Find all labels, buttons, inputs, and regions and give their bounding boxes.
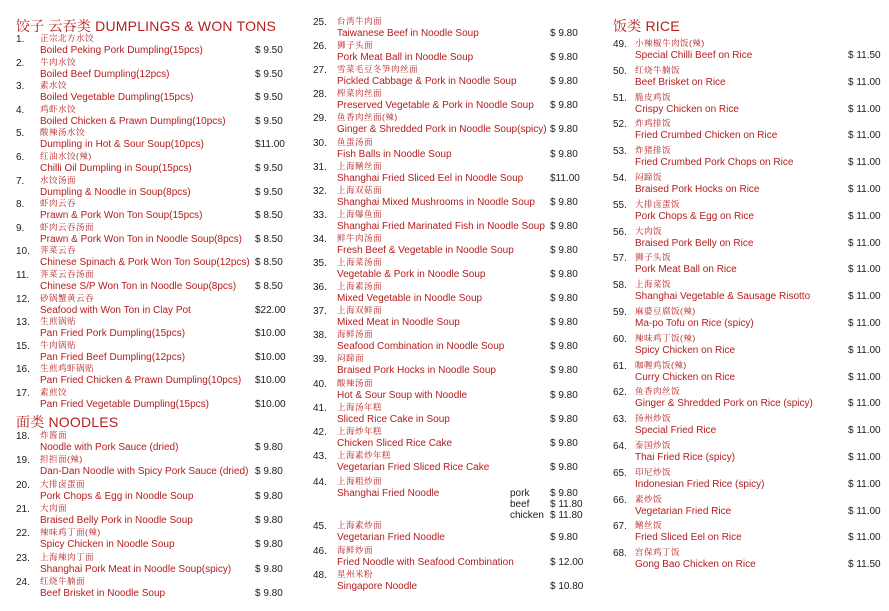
item-price: $10.00 <box>255 399 286 410</box>
item-chinese-name: 红烧牛腩面 <box>40 575 86 586</box>
item-chinese-name: 麻婆豆腐饭(辣) <box>635 306 696 316</box>
item-english-name: Special Chilli Beef on Rice <box>635 50 753 61</box>
item-number: 36. <box>313 282 327 294</box>
item-price: $ 11.00 <box>848 452 881 463</box>
item-english-name: Dumpling & Noodle in Soup(8pcs) <box>40 186 191 198</box>
item-number: 44. <box>313 477 327 488</box>
item-number: 29. <box>313 113 327 125</box>
item-number: 3. <box>16 81 25 93</box>
item-english-name: Boiled Peking Pork Dumpling(15pcs) <box>40 45 203 56</box>
item-chinese-name: 红烧牛腩饭 <box>635 64 681 75</box>
item-price: $ 9.80 <box>550 124 578 136</box>
item-english-name: Pan Fried Vegetable Dumpling(15pcs) <box>40 399 209 410</box>
item-chinese-name: 水饺汤面 <box>40 174 77 185</box>
item-number: 42. <box>313 426 327 438</box>
item-number: 40. <box>313 378 327 390</box>
item-chinese-name: 砂锅蟹黄云吞 <box>40 292 95 303</box>
item-number: 35. <box>313 258 327 269</box>
item-english-name: Sliced Rice Cake in Soup <box>337 413 450 425</box>
item-number: 5. <box>16 128 25 140</box>
item-price: $ 9.50 <box>255 45 283 56</box>
item-price: $ 9.50 <box>255 92 283 104</box>
item-chinese-name: 上海菜饭 <box>635 279 672 290</box>
item-chinese-name: 泰国炒饭 <box>635 440 672 450</box>
item-chinese-name: 上海粗炒面 <box>337 476 383 486</box>
item-english-name: Special Fried Rice <box>635 425 717 437</box>
item-price: $ 11.00 <box>848 505 881 517</box>
item-chinese-name: 雪菜毛豆冬笋肉丝面 <box>337 64 419 75</box>
item-chinese-name: 辣味鸡丁饭(辣) <box>635 332 696 343</box>
variant-pork-label: pork <box>510 488 530 499</box>
item-price: $ 9.80 <box>550 293 578 305</box>
item-number: 46. <box>313 545 327 557</box>
item-price: $ 9.80 <box>550 269 578 280</box>
item-number: 66. <box>613 494 627 506</box>
item-chinese-name: 炸酱面 <box>40 430 68 440</box>
item-chinese-name: 狮子头饭 <box>635 252 672 263</box>
item-price: $ 9.80 <box>255 466 283 478</box>
item-english-name: Vegetable & Pork in Noodle Soup <box>337 269 486 280</box>
item-english-name: Shanghai Mixed Mushrooms in Noodle Soup <box>337 196 535 208</box>
item-chinese-name: 上海辣肉丁面 <box>40 551 95 562</box>
item-number: 17. <box>16 388 30 399</box>
item-number: 2. <box>16 57 25 69</box>
item-price: $ 9.80 <box>255 587 283 599</box>
item-price: $ 11.50 <box>848 50 881 61</box>
item-english-name: Braised Pork Belly on Rice <box>635 237 754 249</box>
item-english-name: Seafood with Won Ton in Clay Pot <box>40 304 191 316</box>
item-english-name: Pork Chops & Egg on Rice <box>635 210 754 222</box>
item-english-name: Prawn & Pork Won Ton in Noodle Soup(8pcs) <box>40 233 242 245</box>
item-price: $ 11.00 <box>848 76 881 88</box>
item-english-name: Chilli Oil Dumpling in Soup(15pcs) <box>40 163 192 174</box>
item-chinese-name: 酸辣汤水饺 <box>40 127 86 138</box>
item-price: $ 11.00 <box>848 103 881 115</box>
item-chinese-name: 扬州炒饭 <box>635 413 672 424</box>
item-number: 38. <box>313 330 327 342</box>
item-number: 9. <box>16 222 25 234</box>
item-english-name: Hot & Sour Soup with Noodle <box>337 389 468 401</box>
item-english-name: Pork Meat Ball on Rice <box>635 264 737 276</box>
item-chinese-name: 担担面(辣) <box>40 454 83 465</box>
item-number: 25. <box>313 17 327 28</box>
item-english-name: Spicy Chicken in Noodle Soup <box>40 539 175 551</box>
item-price: $ 11.00 <box>848 344 881 356</box>
item-english-name: Mixed Meat in Noodle Soup <box>337 317 460 329</box>
item-english-name: Fried Sliced Eel on Rice <box>635 532 742 544</box>
item-chinese-name: 闷蹄面 <box>337 353 365 364</box>
item-english-name: Noodle with Pork Sauce (dried) <box>40 442 179 453</box>
item-number: 26. <box>313 41 327 53</box>
item-price: $ 11.00 <box>848 237 881 249</box>
item-chinese-name: 鲜牛肉汤面 <box>337 232 383 243</box>
item-number: 68. <box>613 548 627 560</box>
item-english-name: Vegetarian Fried Rice <box>635 505 732 517</box>
item-price: $ 9.80 <box>550 461 578 473</box>
item-chinese-name: 酸辣汤面 <box>337 377 374 388</box>
item-price: $ 11.00 <box>848 264 881 276</box>
dumplings-section-title: 饺子 云吞类 DUMPLINGS & WON TONS <box>16 18 277 34</box>
item-number: 10. <box>16 246 30 258</box>
item-english-name: Beef Brisket in Noodle Soup <box>40 587 166 599</box>
item-english-name: Ma-po Tofu on Rice (spicy) <box>635 318 754 329</box>
item-chinese-name: 咖喱鸡饭(辣) <box>635 359 687 370</box>
item-number: 34. <box>313 233 327 245</box>
item-chinese-name: 虾肉云吞汤面 <box>40 221 95 232</box>
item-number: 54. <box>613 173 627 184</box>
item-price: $ 10.80 <box>550 581 584 592</box>
item-price: $ 9.80 <box>255 514 283 526</box>
item-chinese-name: 上海双鲜面 <box>337 305 383 316</box>
item-chinese-name: 鱼香肉丝面(辣) <box>337 112 398 123</box>
item-number: 28. <box>313 89 327 101</box>
item-number: 1. <box>16 34 25 45</box>
item-english-name: Beef Brisket on Rice <box>635 76 726 88</box>
item-price: $ 9.80 <box>550 437 578 449</box>
variant-chicken-price: $ 11.80 <box>550 510 583 521</box>
item-number: 31. <box>313 161 327 173</box>
variant-beef-label: beef <box>510 499 530 510</box>
item-chinese-name: 大排卤蛋饭 <box>635 198 681 209</box>
item-chinese-name: 炸鸡排饭 <box>635 118 672 129</box>
item-price: $ 11.00 <box>848 130 881 142</box>
item-number: 32. <box>313 185 327 197</box>
item-english-name: Dan-Dan Noodle with Spicy Pork Sauce (dried) <box>40 466 249 478</box>
item-number: 18. <box>16 431 30 442</box>
item-english-name: Pan Fried Pork Dumpling(15pcs) <box>40 328 186 340</box>
item-price: $ 8.50 <box>255 210 283 222</box>
variant-chicken-label: chicken <box>510 510 544 521</box>
item-english-name: Fried Crumbed Chicken on Rice <box>635 130 778 142</box>
item-number: 33. <box>313 209 327 221</box>
item-number: 55. <box>613 199 627 211</box>
item-chinese-name: 生煎锅贴 <box>40 316 77 327</box>
item-price: $ 11.00 <box>848 157 881 169</box>
item-number: 53. <box>613 146 627 158</box>
item-english-name: Braised Pork Hocks on Rice <box>635 184 760 195</box>
item-english-name: Pan Fried Chicken & Prawn Dumpling(10pcs) <box>40 375 242 387</box>
item-price: $ 9.80 <box>255 442 283 453</box>
item-chinese-name: 素水饺 <box>40 80 68 91</box>
item-english-name: Taiwanese Beef in Noodle Soup <box>337 28 479 39</box>
item-chinese-name: 榨菜肉丝面 <box>337 88 383 99</box>
item-price: $ 9.80 <box>550 365 578 377</box>
item-price: $ 9.80 <box>550 52 578 64</box>
item-chinese-name: 炸猪排饭 <box>635 145 672 156</box>
item-number: 4. <box>16 104 25 116</box>
item-english-name: Crispy Chicken on Rice <box>635 103 739 115</box>
item-chinese-name: 上海爆鱼面 <box>337 208 383 219</box>
item-number: 57. <box>613 253 627 265</box>
item-english-name: Dumpling in Hot & Sour Soup(10pcs) <box>40 139 204 151</box>
item-chinese-name: 海鲜汤面 <box>337 329 374 340</box>
item-chinese-name: 宫保鸡丁饭 <box>635 547 681 558</box>
item-number: 6. <box>16 152 25 163</box>
item-number: 27. <box>313 65 327 77</box>
item-chinese-name: 大肉面 <box>40 502 68 513</box>
item-number: 48. <box>313 570 327 581</box>
item-price: $ 11.00 <box>848 478 881 490</box>
item-price: $ 11.00 <box>848 532 881 544</box>
item-chinese-name: 上海汤年糕 <box>337 401 383 412</box>
item-chinese-name: 脆皮鸡饭 <box>635 91 672 102</box>
item-number: 41. <box>313 402 327 414</box>
item-price: $ 8.50 <box>255 257 283 269</box>
item-english-name: Prawn & Pork Won Ton Soup(15pcs) <box>40 210 203 222</box>
item-english-name: Fried Crumbed Pork Chops on Rice <box>635 157 794 169</box>
item-price: $10.00 <box>255 351 286 363</box>
item-number: 20. <box>16 479 30 491</box>
item-price: $ 9.50 <box>255 163 283 174</box>
item-chinese-name: 上海菜汤面 <box>337 257 383 267</box>
item-english-name: Boiled Beef Dumpling(12pcs) <box>40 68 170 80</box>
item-price: $ 9.50 <box>255 68 283 80</box>
item-price: $ 9.80 <box>550 341 578 353</box>
variant-beef-price: $ 11.80 <box>550 499 583 510</box>
item-number: 21. <box>16 503 30 515</box>
item-number: 60. <box>613 333 627 345</box>
item-chinese-name: 鱼香肉丝饭 <box>635 386 681 397</box>
item-english-name: Shanghai Fried Sliced Eel in Noodle Soup <box>337 172 524 184</box>
item-number: 58. <box>613 280 627 292</box>
item-english-name: Pan Fried Beef Dumpling(12pcs) <box>40 351 186 363</box>
item-price: $10.00 <box>255 328 286 340</box>
item-chinese-name: 印尼炒饭 <box>635 466 672 477</box>
item-chinese-name: 大排卤蛋面 <box>40 478 86 489</box>
item-english-name: Boiled Vegetable Dumpling(15pcs) <box>40 92 194 104</box>
item-english-name: Thai Fried Rice (spicy) <box>635 452 736 463</box>
item-chinese-name: 虾肉云吞 <box>40 198 77 209</box>
item-price: $22.00 <box>255 304 286 316</box>
item-chinese-name: 荠菜云吞汤面 <box>40 269 95 279</box>
item-number: 37. <box>313 306 327 318</box>
item-english-name: Fresh Beef & Vegetable in Noodle Soup <box>337 244 514 256</box>
item-english-name: Chinese Spinach & Pork Won Ton Soup(12pcs) <box>40 257 250 269</box>
item-chinese-name: 正宗北方水饺 <box>40 33 95 43</box>
item-price: $ 12.00 <box>550 556 584 568</box>
item-chinese-name: 红油水饺(辣) <box>40 151 92 161</box>
item-english-name: Spicy Chicken on Rice <box>635 344 736 356</box>
item-chinese-name: 素炒饭 <box>635 493 663 504</box>
item-price: $10.00 <box>255 375 286 387</box>
item-chinese-name: 上海素炒年糕 <box>337 449 392 460</box>
item-price: $11.00 <box>550 172 580 184</box>
item-chinese-name: 闷蹄饭 <box>635 172 663 182</box>
item-english-name: Ginger & Shredded Pork on Rice (spicy) <box>635 398 813 410</box>
item-number: 63. <box>613 414 627 426</box>
item-price: $ 9.80 <box>550 532 578 543</box>
item-number: 49. <box>613 39 627 50</box>
item-chinese-name: 鸡虾水饺 <box>40 103 77 114</box>
item-english-name: Mixed Vegetable in Noodle Soup <box>337 293 483 305</box>
item-english-name: Fried Noodle with Seafood Combination <box>337 556 514 568</box>
item-price: $ 9.80 <box>550 100 578 112</box>
item-english-name: Shanghai Fried Noodle <box>337 488 440 499</box>
item-english-name: Braised Pork Hocks in Noodle Soup <box>337 365 496 377</box>
item-number: 45. <box>313 521 327 532</box>
item-number: 22. <box>16 528 30 540</box>
variant-pork-price: $ 9.80 <box>550 488 578 499</box>
item-chinese-name: 海鲜炒面 <box>337 544 374 555</box>
item-chinese-name: 牛肉锅贴 <box>40 339 77 350</box>
item-english-name: Vegetarian Fried Sliced Rice Cake <box>337 461 490 473</box>
item-english-name: Fish Balls in Noodle Soup <box>337 148 452 160</box>
item-price: $ 11.00 <box>848 318 881 329</box>
item-english-name: Singapore Noodle <box>337 581 418 592</box>
item-chinese-name: 上海炒年糕 <box>337 425 383 436</box>
item-price: $ 9.80 <box>550 196 578 208</box>
item-chinese-name: 素煎饺 <box>40 387 68 397</box>
item-number: 65. <box>613 467 627 479</box>
item-english-name: Ginger & Shredded Pork in Noodle Soup(spicy) <box>337 124 547 136</box>
item-price: $ 9.80 <box>550 28 578 39</box>
item-price: $ 9.80 <box>255 490 283 502</box>
item-price: $ 9.80 <box>550 220 578 232</box>
item-chinese-name: 荠菜云吞 <box>40 245 77 256</box>
item-english-name: Seafood Combination in Noodle Soup <box>337 341 505 353</box>
item-chinese-name: 牛肉水饺 <box>40 56 77 67</box>
item-english-name: Shanghai Fried Marinated Fish in Noodle Soup <box>337 220 545 232</box>
rice-section-title: 饭类 RICE <box>613 18 680 34</box>
item-number: 51. <box>613 92 627 104</box>
item-chinese-name: 鱼蛋汤面 <box>337 136 374 147</box>
item-price: $ 11.00 <box>848 425 881 437</box>
item-number: 50. <box>613 65 627 77</box>
item-chinese-name: 上海素炒面 <box>337 520 383 530</box>
item-english-name: Pork Meat Ball in Noodle Soup <box>337 52 474 64</box>
item-chinese-name: 小辣椒牛肉饭(辣) <box>635 38 705 48</box>
item-price: $ 11.00 <box>848 184 881 195</box>
item-english-name: Pickled Cabbage & Pork in Noodle Soup <box>337 76 517 88</box>
item-price: $11.00 <box>255 139 285 151</box>
item-english-name: Boiled Chicken & Prawn Dumpling(10pcs) <box>40 115 226 127</box>
item-price: $ 8.50 <box>255 233 283 245</box>
item-price: $ 11.00 <box>848 371 881 383</box>
noodles-section-title: 面类 NOODLES <box>16 414 119 430</box>
item-price: $ 9.50 <box>255 186 283 198</box>
item-number: 24. <box>16 576 30 588</box>
item-number: 52. <box>613 119 627 131</box>
item-price: $ 11.00 <box>848 398 881 410</box>
item-number: 59. <box>613 307 627 318</box>
item-english-name: Shanghai Vegetable & Sausage Risotto <box>635 291 811 303</box>
item-price: $ 11.50 <box>848 559 881 571</box>
item-number: 13. <box>16 317 30 329</box>
item-number: 67. <box>613 521 627 533</box>
item-english-name: Pork Chops & Egg in Noodle Soup <box>40 490 194 502</box>
item-number: 64. <box>613 441 627 452</box>
item-chinese-name: 大肉饭 <box>635 225 663 236</box>
item-english-name: Chicken Sliced Rice Cake <box>337 437 453 449</box>
item-price: $ 11.00 <box>848 291 881 303</box>
item-chinese-name: 上海双菇面 <box>337 184 383 195</box>
item-english-name: Braised Belly Pork in Noodle Soup <box>40 514 193 526</box>
item-english-name: Preserved Vegetable & Pork in Noodle Soup <box>337 100 534 112</box>
item-chinese-name: 狮子头面 <box>337 40 374 51</box>
item-number: 61. <box>613 360 627 372</box>
item-price: $ 9.80 <box>550 413 578 425</box>
item-price: $ 9.80 <box>550 389 578 401</box>
item-number: 11. <box>16 270 30 281</box>
item-price: $ 9.80 <box>255 539 283 551</box>
item-chinese-name: 上海鳝丝面 <box>337 160 383 171</box>
item-price: $ 9.50 <box>255 115 283 127</box>
item-number: 12. <box>16 293 30 305</box>
item-price: $ 9.80 <box>550 148 578 160</box>
item-chinese-name: 上海素汤面 <box>337 281 383 292</box>
item-english-name: Shanghai Pork Meat in Noodle Soup(spicy) <box>40 563 232 575</box>
item-number: 56. <box>613 226 627 238</box>
item-chinese-name: 星州米粉 <box>337 569 374 579</box>
item-number: 30. <box>313 137 327 149</box>
item-price: $ 9.80 <box>550 317 578 329</box>
item-number: 16. <box>16 364 30 376</box>
item-number: 39. <box>313 354 327 366</box>
item-price: $ 8.50 <box>255 281 283 292</box>
item-price: $ 11.00 <box>848 210 881 222</box>
item-english-name: Indonesian Fried Rice (spicy) <box>635 478 765 490</box>
item-number: 8. <box>16 199 25 211</box>
item-chinese-name: 鳝丝饭 <box>635 520 663 531</box>
item-chinese-name: 辣味鸡丁面(辣) <box>40 527 101 538</box>
item-english-name: Curry Chicken on Rice <box>635 371 736 383</box>
item-number: 7. <box>16 175 25 187</box>
item-price: $ 9.80 <box>550 244 578 256</box>
item-price: $ 9.80 <box>550 76 578 88</box>
item-chinese-name: 台湾牛肉面 <box>337 16 383 26</box>
item-english-name: Gong Bao Chicken on Rice <box>635 559 756 571</box>
item-english-name: Vegetarian Fried Noodle <box>337 532 445 543</box>
item-number: 23. <box>16 552 30 564</box>
item-number: 19. <box>16 455 30 467</box>
item-number: 43. <box>313 450 327 462</box>
item-english-name: Chinese S/P Won Ton in Noodle Soup(8pcs) <box>40 281 237 292</box>
item-number: 15. <box>16 340 30 352</box>
item-number: 62. <box>613 387 627 399</box>
item-chinese-name: 生煎鸡虾锅贴 <box>40 363 95 374</box>
item-price: $ 9.80 <box>255 563 283 575</box>
